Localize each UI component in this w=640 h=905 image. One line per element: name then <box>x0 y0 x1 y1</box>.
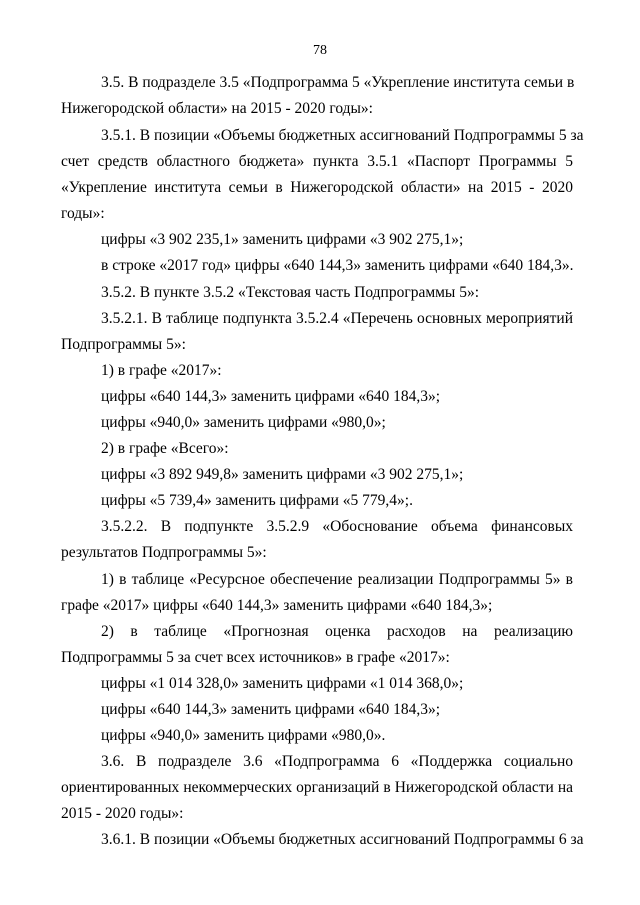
text-line: Нижегородской области» на 2015 - 2020 годы»: <box>61 100 373 117</box>
text-line: «Укрепление института семьи в Нижегородской области» на 2015 - 2020 <box>61 179 573 196</box>
text-line: цифры «940,0» заменить цифрами «980,0»; <box>101 414 386 431</box>
text-line: ориентированных некоммерческих организаций в Нижегородской области на <box>61 779 573 796</box>
text-line: цифры «1 014 328,0» заменить цифрами «1 014 368,0»; <box>101 675 464 692</box>
text-line: графе «2017» цифры «640 144,3» заменить цифрами «640 184,3»; <box>61 597 493 614</box>
text-line: 3.5. В подразделе 3.5 «Подпрограмма 5 «Укрепление института семьи в <box>101 74 575 91</box>
text-line: цифры «3 902 235,1» заменить цифрами «3 902 275,1»; <box>101 231 464 248</box>
text-line: цифры «640 144,3» заменить цифрами «640 184,3»; <box>101 388 441 405</box>
text-line: Подпрограммы 5 за счет всех источников» в графе «2017»: <box>61 649 450 666</box>
text-line: 3.5.2.1. В таблице подпункта 3.5.2.4 «Перечень основных мероприятий <box>101 310 573 327</box>
text-line: 2) в таблице «Прогнозная оценка расходов на реализацию <box>101 623 573 640</box>
text-line: результатов Подпрограммы 5»: <box>61 544 267 561</box>
text-line: 1) в таблице «Ресурсное обеспечение реализации Подпрограммы 5» в <box>101 571 573 588</box>
text-line: 3.5.1. В позиции «Объемы бюджетных ассигнований Подпрограммы 5 за <box>101 127 584 144</box>
text-line: 2) в графе «Всего»: <box>101 440 229 457</box>
text-line: счет средств областного бюджета» пункта 3.5.1 «Паспорт Программы 5 <box>61 153 573 170</box>
text-line: цифры «940,0» заменить цифрами «980,0». <box>101 727 386 744</box>
text-line: 3.6. В подразделе 3.6 «Подпрограмма 6 «Поддержка социально <box>101 753 573 770</box>
page-number: 78 <box>313 43 327 58</box>
text-line: цифры «640 144,3» заменить цифрами «640 184,3»; <box>101 701 441 718</box>
text-line: в строке «2017 год» цифры «640 144,3» заменить цифрами «640 184,3». <box>101 257 574 274</box>
text-line: цифры «3 892 949,8» заменить цифрами «3 902 275,1»; <box>101 466 464 483</box>
text-line: годы»: <box>61 205 105 222</box>
text-line: цифры «5 739,4» заменить цифрами «5 779,4»;. <box>101 492 413 509</box>
text-line: 2015 - 2020 годы»: <box>61 805 184 822</box>
text-line: 3.5.2. В пункте 3.5.2 «Текстовая часть Подпрограммы 5»: <box>101 284 480 301</box>
text-line: 3.6.1. В позиции «Объемы бюджетных ассигнований Подпрограммы 6 за <box>101 831 584 848</box>
text-line: Подпрограммы 5»: <box>61 336 186 353</box>
text-line: 3.5.2.2. В подпункте 3.5.2.9 «Обоснование объема финансовых <box>101 518 573 535</box>
text-line: 1) в графе «2017»: <box>101 362 222 379</box>
